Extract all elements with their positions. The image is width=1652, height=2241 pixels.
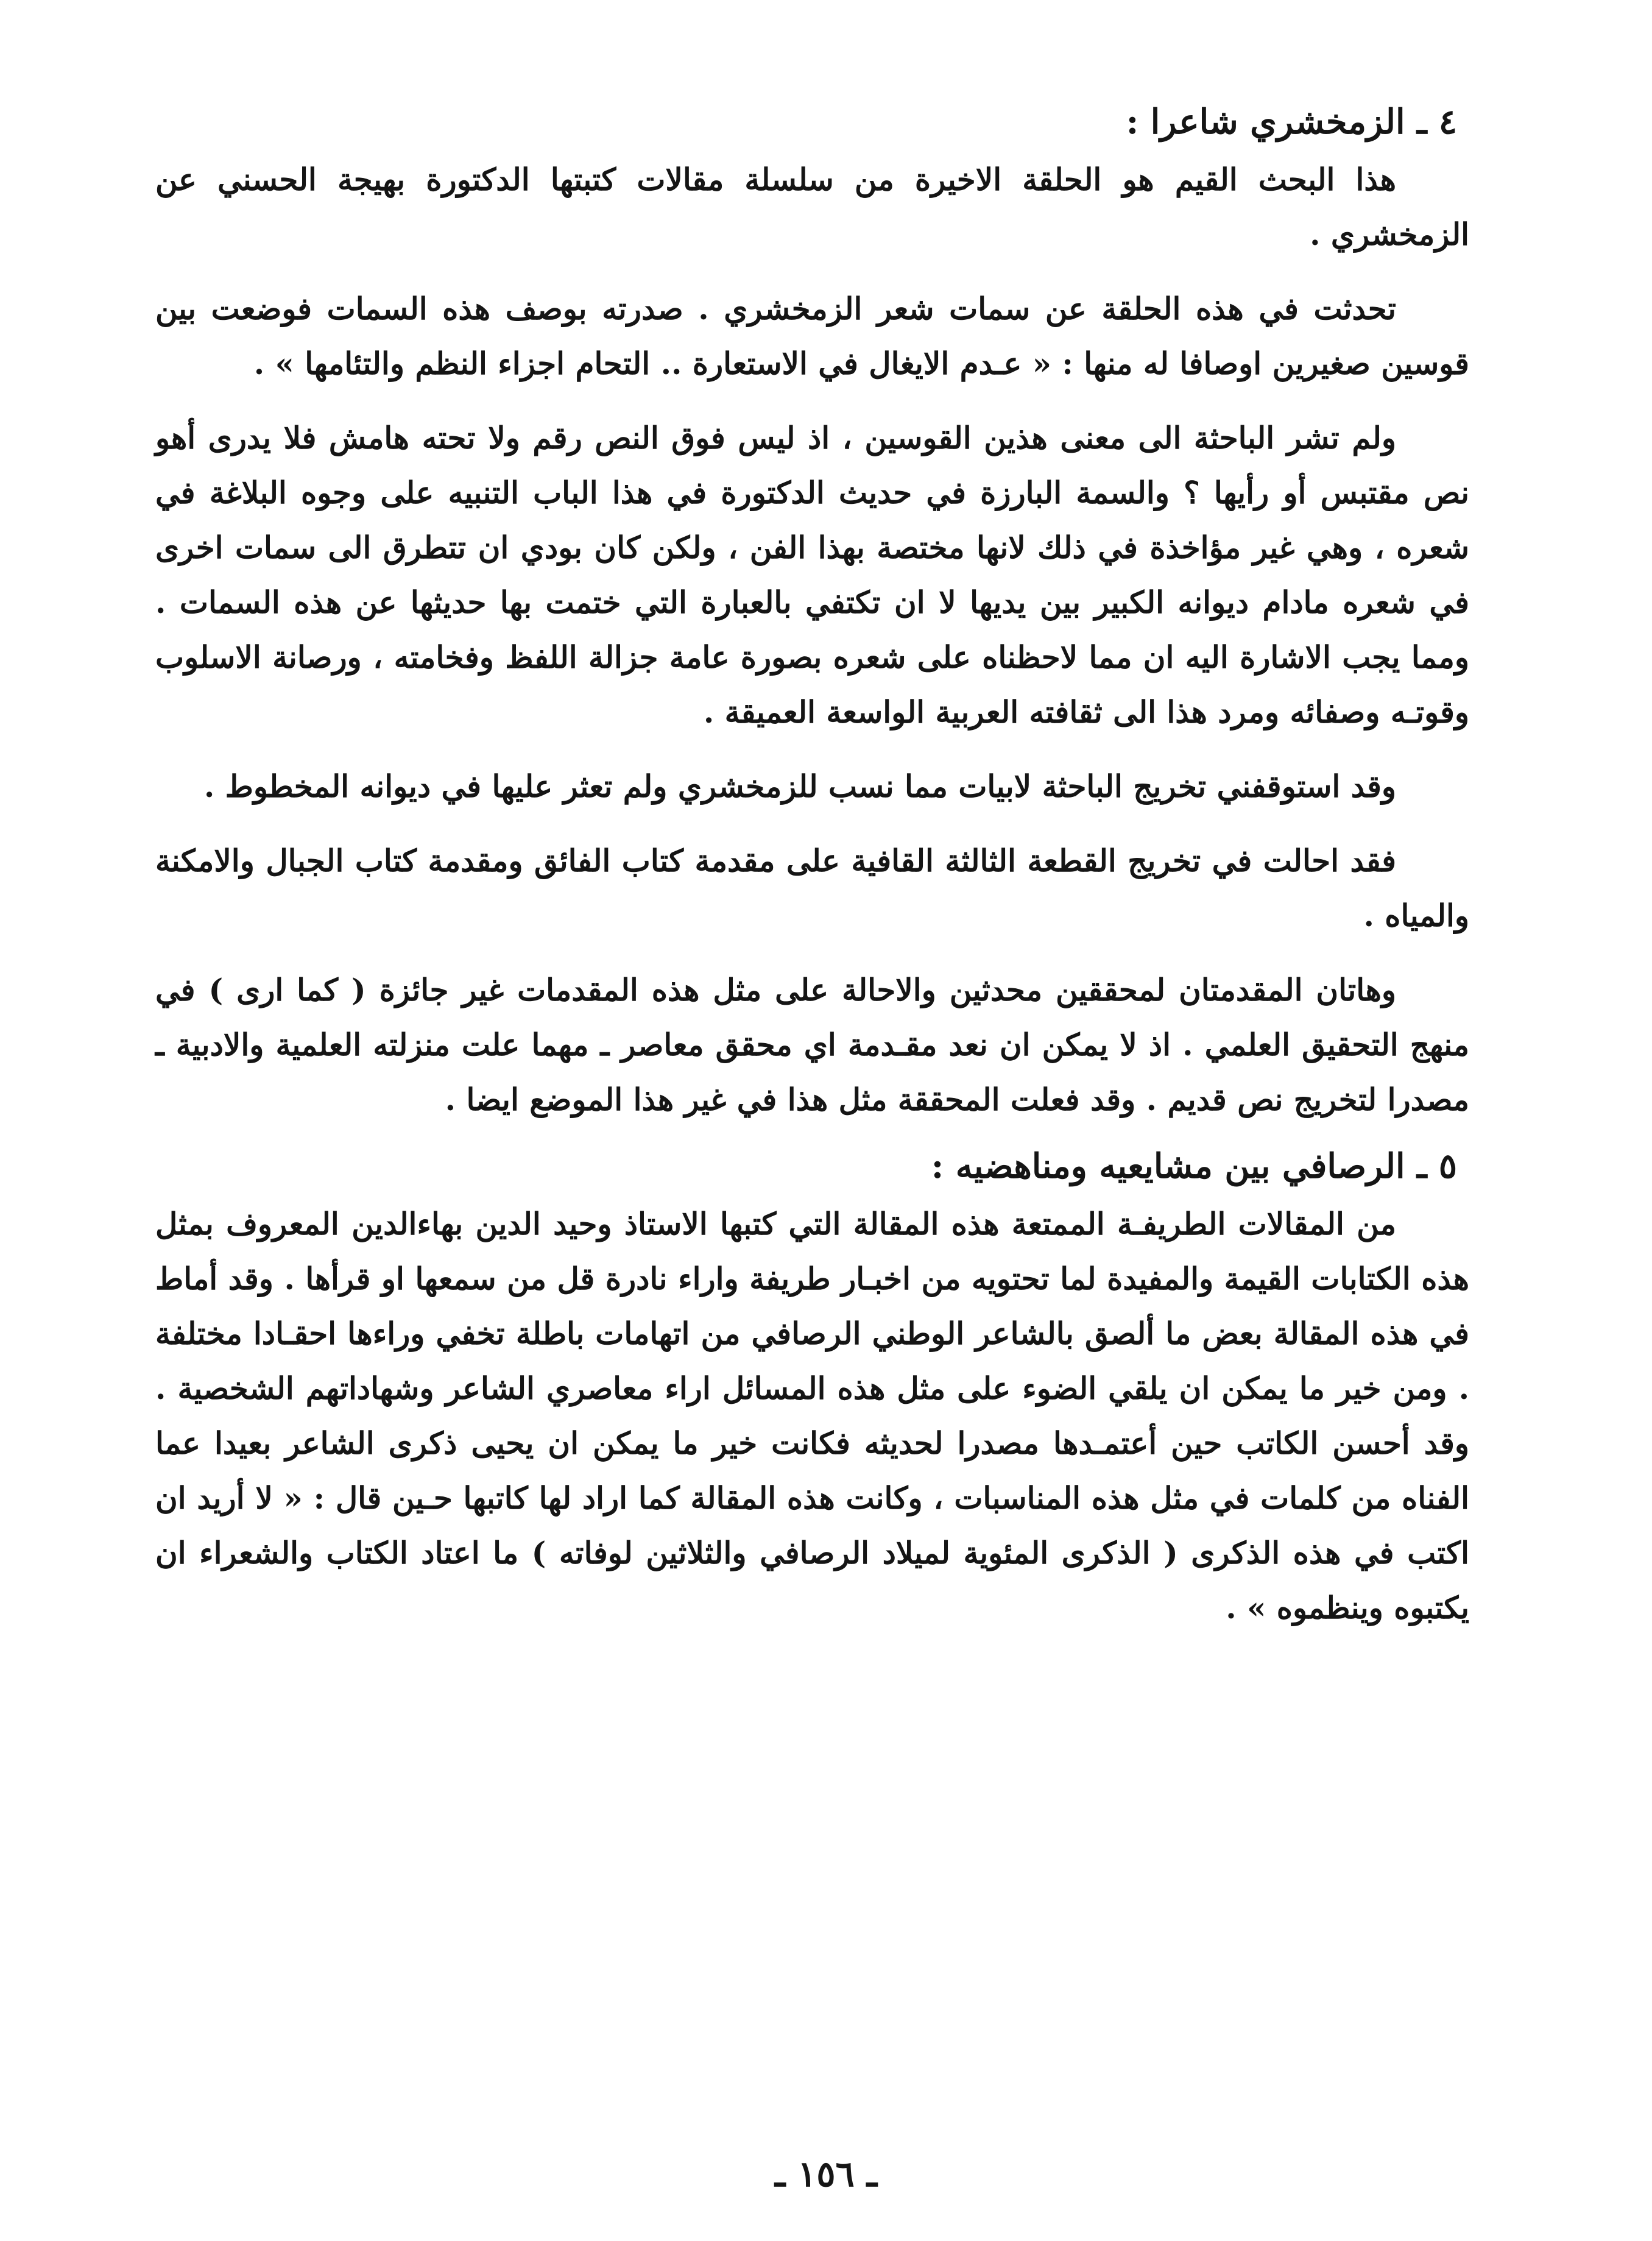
- paragraph: ولم تشر الباحثة الى معنى هذين القوسين ، اذ ليس فوق النص رقم ولا تحته هامش فلا يدرى أهو نص مقتبس أو رأيها ؟ والسمة البارزة في حديث الدكتورة في هذا الباب التنبيه على وجوه البلاغة في شعره ، وهي غير مؤاخذة في ذلك لانها مختصة بهذا الفن ، ولكن كان بودي ان تتطرق الى سمات اخرى في شعره مادام ديوانه الكبير بين يديها لا ان تكتفي بالعبارة التي ختمت بها حديثها عن هذه السمات . ومما يجب الاشارة اليه ان مما لاحظناه على شعره بصورة عامة جزالة اللفظ وفخامته ، ورصانة الاسلوب وقوتـه وصفائه ومرد هذا الى ثقافته العربية الواسعة العميقة .: [155, 420, 1469, 730]
- section-heading-zamakhshari: ٤ ـ الزمخشري شاعرا :: [1126, 102, 1457, 142]
- paragraph: فقد احالت في تخريج القطعة الثالثة القافية على مقدمة كتاب الفائق ومقدمة كتاب الجبال والامكنة والمياه .: [155, 843, 1469, 933]
- paragraph: وقد استوقفني تخريج الباحثة لابيات مما نسب للزمخشري ولم تعثر عليها في ديوانه المخطوط .: [203, 768, 1396, 804]
- paragraph: هذا البحث القيم هو الحلقة الاخيرة من سلسلة مقالات كتبتها الدكتورة بهيجة الحسني عن الزمخشري .: [155, 161, 1469, 252]
- article-body: [155, 91, 1469, 1635]
- section-heading-rusafi: ٥ ـ الرصافي بين مشايعيه ومناهضيه :: [931, 1146, 1457, 1186]
- page-number: ـ ١٥٦ ـ: [775, 2153, 877, 2195]
- paragraph: من المقالات الطريفـة الممتعة هذه المقالة التي كتبها الاستاذ وحيد الدين بهاءالدين المعروف بمثل هذه الكتابات القيمة والمفيدة لما تحتويه من اخبـار طريفة واراء نادرة قل من سمعها او قرأها . وقد أماط في هذه المقالة بعض ما ألصق بالشاعر الوطني الرصافي من اتهامات باطلة تخفي وراءها احقـادا مختلفة . ومن خير ما يمكن ان يلقي الضوء على مثل هذه المسائل اراء معاصري الشاعر وشهاداتهم الشخصية . وقد أحسن الكاتب حين أعتمـدها مصدرا لحديثه فكانت خير ما يمكن ان يحيى ذكرى الشاعر بعيدا عما الفناه من كلمات في مثل هذه المناسبات ، وكانت هذه المقالة كما اراد لها كاتبها حـين قال : « لا أريد ان اكتب في هذه الذكرى ( الذكرى المئوية لميلاد الرصافي والثلاثين لوفاته ) ما اعتاد الكتاب والشعراء ان يكتبوه وينظموه » .: [155, 1206, 1469, 1626]
- paragraph: تحدثت في هذه الحلقة عن سمات شعر الزمخشري . صدرته بوصف هذه السمات فوضعت بين قوسين صغيرين اوصافا له منها : « عـدم الايغال في الاستعارة .. التحام اجزاء النظم والتئامها » .: [155, 291, 1469, 381]
- paragraph: وهاتان المقدمتان لمحققين محدثين والاحالة على مثل هذه المقدمات غير جائزة ( كما ارى ) في منهج التحقيق العلمي . اذ لا يمكن ان نعد مقـدمة اي محقق معاصر ـ مهما علت منزلته العلمية والادبية ـ مصدرا لتخريج نص قديم . وقد فعلت المحققة مثل هذا في غير هذا الموضع ايضا .: [155, 972, 1469, 1117]
